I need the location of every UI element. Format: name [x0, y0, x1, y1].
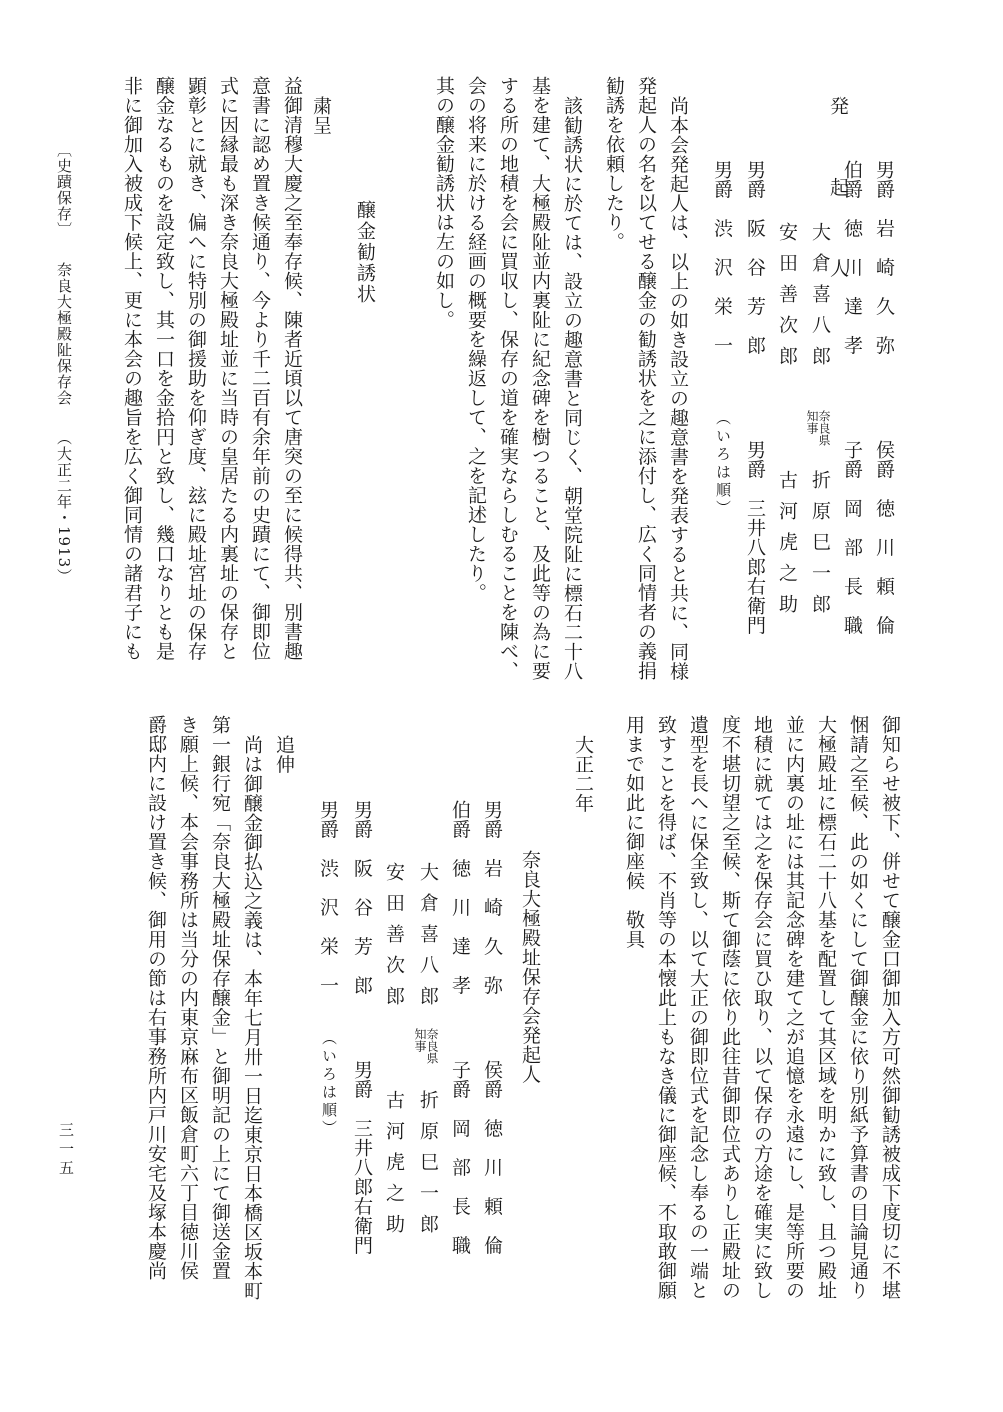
- body-line-1: 尚本会発起人は、以上の如き設立の趣意書を発表すると共に、同様: [667, 96, 689, 681]
- signer-title-nara-governor: [414, 1028, 438, 1064]
- signer-tokugawa-satotaka: 伯爵 徳 川 達 孝: [449, 800, 471, 995]
- signer-title: 奈良大極殿址保存会発起人: [519, 850, 541, 1084]
- member-sakatani: 男爵 阪 谷 芳 郎: [744, 160, 766, 355]
- title-nara-governor: [806, 410, 830, 446]
- member-yasuda: 安田善次郎: [776, 222, 798, 377]
- member-tokugawa-yorimichi: 侯爵 徳 川 頼 倫: [873, 440, 895, 635]
- signer-yasuda: 安田善次郎: [383, 862, 405, 1017]
- member-iwasaki: 男爵 岩 崎 久 弥: [873, 160, 895, 355]
- body-line-8: 其の醸金勧誘状は左の如し。: [433, 76, 455, 330]
- hokki-heading: 発 起 人: [827, 96, 849, 306]
- body-line-2: 発起人の名を以てせる醸金の勧誘状を之に添付し、広く同情者の義捐: [635, 76, 657, 681]
- body-line-3: 勧誘を依頼したり。: [603, 76, 625, 252]
- body-line-5: 基を建て、大極殿阯並内裏阯に紀念碑を樹つること、及此等の為に要: [529, 76, 551, 681]
- signer-title-chiji: 知事: [413, 1028, 427, 1052]
- page-number: 三一五: [57, 1122, 75, 1179]
- member-tokugawa-satotaka: 伯爵 徳 川 達 孝: [841, 160, 863, 355]
- member-okabe: 子爵 岡 部 長 職: [841, 440, 863, 635]
- tsushin-line-2: 第一銀行宛「奈良大極殿址保存醸金」と御明記の上にて御送金置: [209, 715, 231, 1281]
- signer-orihara: 折原巳一郎: [417, 1090, 439, 1245]
- footer-source: 奈良大極殿阯保存会: [55, 262, 73, 406]
- body-line-6: する所の地積を会に買収し、保存の道を確実ならしむることを陳べ、: [497, 76, 519, 681]
- tsushin-heading: 追伸: [273, 735, 295, 774]
- signer-furukawa: 古河虎之助: [383, 1090, 405, 1245]
- member-furukawa: 古河虎之助: [776, 470, 798, 625]
- signer-tokugawa-yorimichi: 侯爵 徳 川 頼 倫: [481, 1060, 503, 1255]
- body-line-4: 該勧誘状に於ては、設立の趣意書と同じく、朝堂院阯に標石二十八: [561, 96, 583, 681]
- signer-shibusawa: 男爵 渋 沢 栄 一: [317, 800, 339, 995]
- letter-line-3: 式に因縁最も深き奈良大極殿址並に当時の皇居たる内裏址の保存と: [217, 76, 239, 661]
- iroha-order-note: （いろは順）: [714, 410, 732, 518]
- letter-line-5: 醸金なるものを設定致し、其一口を金拾円と致し、幾口なりとも是: [153, 76, 175, 661]
- letter-date: 大正二年: [572, 735, 594, 813]
- letter-line-4: 顕彰とに就き、偏へに特別の御援助を仰ぎ度、玆に殿址宮址の保存: [185, 76, 207, 661]
- cont-line-5: 地積に就ては之を保存会に買ひ取り、以て保存の方途を確実に致し: [751, 715, 773, 1300]
- letter-kinkei: 粛呈: [310, 96, 332, 135]
- signer-mitsui: 男爵 三井八郎右衛門: [351, 1060, 373, 1255]
- tsushin-line-3: き願上候、本会事務所は当分の内東京麻布区飯倉町六丁目徳川侯: [177, 715, 199, 1281]
- signer-iwasaki: 男爵 岩 崎 久 弥: [481, 800, 503, 995]
- letter-line-6: 非に御加入被成下候上、更に本会の趣旨を広く御同情の諸君子にも: [121, 76, 143, 661]
- member-orihara: 折原巳一郎: [809, 470, 831, 625]
- signer-sakatani: 男爵 阪 谷 芳 郎: [351, 800, 373, 995]
- tsushin-line-4: 爵邸内に設け置き候、御用の節は右事務所内戸川安宅及塚本慶尚: [145, 715, 167, 1281]
- tsushin-line-1: 尚は御醸金御払込之義は、本年七月卅一日迄東京日本橋区坂本町: [241, 735, 263, 1301]
- cont-line-6: 度不堪切望之至候、斯て御蔭に依り此往昔御即位式ありし正殿址の: [719, 715, 741, 1300]
- signer-title-nara: 奈良県: [425, 1028, 439, 1064]
- signer-iroha-note: （いろは順）: [320, 1030, 338, 1138]
- footer-year: （大正二年・1913）: [55, 430, 73, 585]
- title-chiji: 知事: [805, 410, 819, 434]
- cont-line-3: 大極殿址に標石二十八基を配置して其区域を明かに致し、且つ殿址: [815, 715, 837, 1300]
- cont-line-4: 並に内裏の址には其記念碑を建て之が追憶を永遠にし、是等所要の: [783, 715, 805, 1300]
- title-nara: 奈良県: [817, 410, 831, 446]
- member-mitsui: 男爵 三井八郎右衛門: [744, 440, 766, 635]
- member-shibusawa: 男爵 渋 沢 栄 一: [711, 160, 733, 355]
- letter-title: 醸金勧誘状: [354, 200, 376, 305]
- signer-okura: 大倉喜八郎: [417, 862, 439, 1017]
- letter-line-2: 意書に認め置き候通り、今より千二百有余年前の史蹟にて、御即位: [249, 76, 271, 661]
- footer-section-label: 〔史蹟保存〕: [55, 142, 73, 238]
- signer-okabe: 子爵 岡 部 長 職: [449, 1060, 471, 1255]
- cont-line-8: 致すことを得ば、不肖等の本懐此上もなき儀に御座候、不取敢御願: [655, 715, 677, 1300]
- body-line-7: 会の将来に於ける経画の概要を繰返して、之を記述したり。: [465, 76, 487, 603]
- cont-line-9: 用まで如此に御座候 敬具: [623, 715, 645, 949]
- cont-line-1: 御知らせ被下、併せて醸金口御加入方可然御勧誘被成下度切に不堪: [879, 715, 901, 1300]
- cont-line-7: 遺型を長へに保全致し、以て大正の御即位式を記念し奉るの一端と: [687, 715, 709, 1300]
- cont-line-2: 悃請之至候、此の如くにして御醸金に依り別紙予算書の目論見通り: [847, 715, 869, 1300]
- member-okura: 大倉喜八郎: [809, 222, 831, 377]
- letter-line-1: 益御清穆大慶之至奉存候、陳者近頃以て唐突の至に候得共、別書趣: [281, 76, 303, 661]
